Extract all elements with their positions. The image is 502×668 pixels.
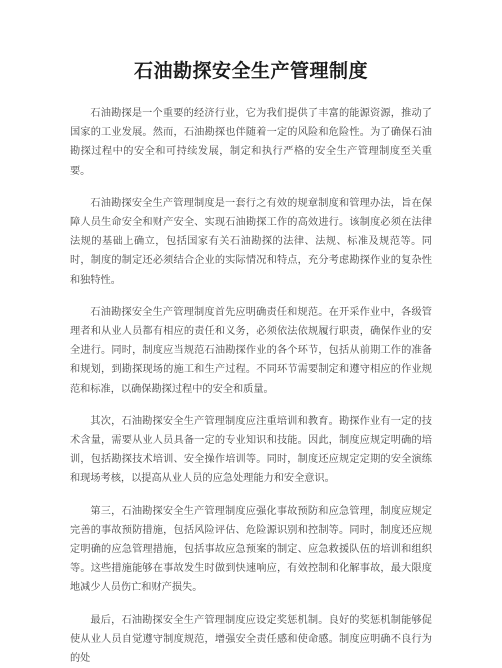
paragraph-responsibility: 石油勘探安全生产管理制度首先应明确责任和规范。在开采作业中，各级管理者和从业人员都有相应的责任和义务，必须依法依规履行职责，确保作业的安全进行。同时，制度应当规范石油勘探作业的各个环节，包括从前期工作的准备和规划，到勘探现场的施工和生产过程。不同环节需要制定和遵守相应的作业规范和标准，以确保勘探过程中的安全和质量。 — [70, 306, 432, 395]
paragraph-intro: 石油勘探是一个重要的经济行业，它为我们提供了丰富的能源资源，推动了国家的工业发展。然而，石油勘探也伴随着一定的风险和危险性。为了确保石油勘探过程中的安全和可持续发展，制定和执行严格的安全生产管理制度至关重要。 — [70, 108, 432, 177]
paragraph-prevention: 第三，石油勘探安全生产管理制度应强化事故预防和应急管理，制度应规定完善的事故预防措施，包括风险评估、危险源识别和控制等。同时，制度还应规定明确的应急管理措施，包括事故应急预案的制定、应急救援队伍的培训和组织等。这些措施能够在事故发生时做到快速响应，有效控制和化解事故，最大限度地减少人员伤亡和财产损失。 — [70, 505, 432, 594]
document-title: 石油勘探安全生产管理制度 — [133, 60, 368, 82]
paragraph-definition: 石油勘探安全生产管理制度是一套行之有效的规章制度和管理办法，旨在保障人员生命安全和财产安全、实现石油勘探工作的高效进行。该制度必须在法律法规的基础上确立，包括国家有关石油勘探的法律、法规、标准及规范等。同时，制度的制定还必须结合企业的实际情况和特点，充分考虑勘探作业的复杂性和独特性。 — [70, 197, 432, 286]
paragraph-incentives: 最后，石油勘探安全生产管理制度应设定奖惩机制。良好的奖惩机制能够促使从业人员自觉遵守制度规范，增强安全责任感和使命感。制度应明确不良行为的处 — [70, 614, 432, 665]
paragraph-training: 其次，石油勘探安全生产管理制度应注重培训和教育。勘探作业有一定的技术含量，需要从业人员具备一定的专业知识和技能。因此，制度应规定明确的培训，包括勘探技术培训、安全操作培训等。同时，制度还应规定定期的安全演练和现场考核，以提高从业人员的应急处理能力和安全意识。 — [70, 415, 432, 485]
